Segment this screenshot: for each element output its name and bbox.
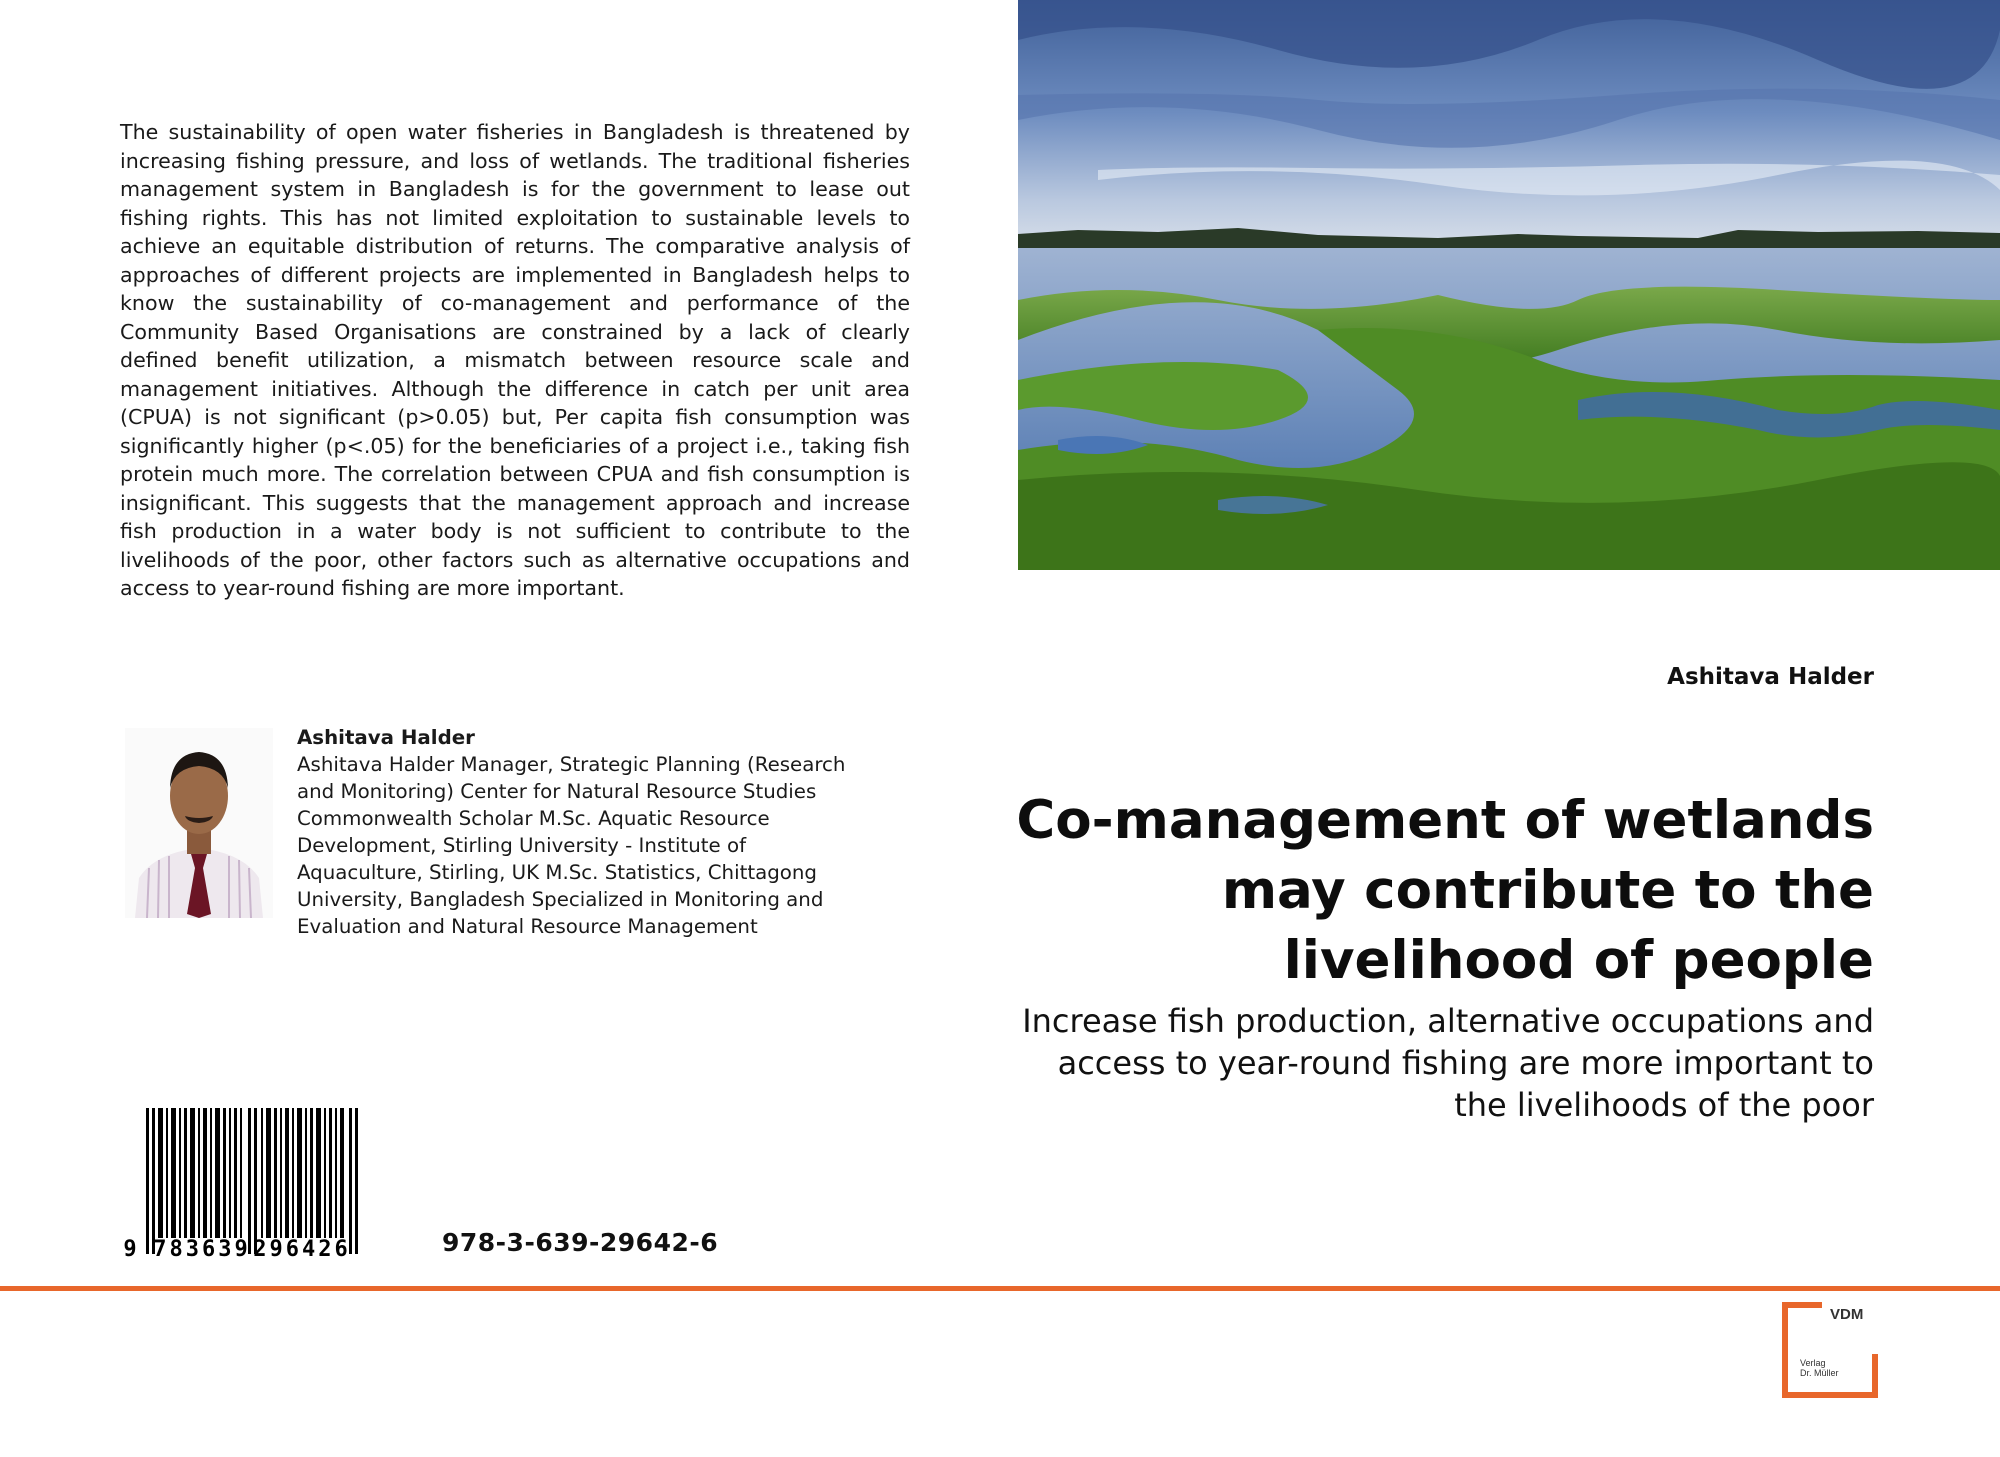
- barcode-digits-left: 783639: [153, 1237, 251, 1258]
- book-title: Co-management of wetlands may contribute to the livelihood of people: [1016, 790, 1874, 991]
- isbn-barcode: [118, 1108, 418, 1258]
- author-bio-text: Ashitava Halder Manager, Strategic Planning (Research and Monitoring) Center for Natural Resource Studies Commonwealth Scholar M.Sc. Aquatic Resource Development, Stirling University - Institute of Aquaculture, Stirling, UK M.Sc. Statistics, Chittagong University, Bangladesh Specialized in Monitoring and Evaluation and Natural Resource Management: [297, 753, 846, 938]
- author-bio: [297, 724, 857, 940]
- barcode-digits-right: 296426: [253, 1237, 351, 1258]
- front-cover-author: Ashitava Halder: [1667, 664, 1874, 690]
- cover-divider-line: [0, 1286, 2000, 1291]
- cover-wetland-photo: [1018, 0, 2000, 570]
- vdm-logo-subtext: Verlag Dr. Müller: [1800, 1358, 1839, 1378]
- barcode-digit-prefix: 9: [123, 1237, 137, 1258]
- back-cover-blurb: The sustainability of open water fisheries in Bangladesh is threatened by increasing fishing pressure, and loss of wetlands. The traditional fisheries management system in Bangladesh is for the government to lease out fishing rights. This has not limited exploitation to sustainable levels to achieve an equitable distribution of returns. The comparative analysis of approaches of different projects are implemented in Bangladesh helps to know the sustainability of co-management and performance of the Community Based Organisations are constrained by a lack of clearly defined benefit utilization, a mismatch between resource scale and management initiatives. Although the difference in catch per unit area (CPUA) is not significant (p>0.05) but, Per capita fish consumption was significantly higher (p<.05) for the beneficiaries of a project i.e., taking fish protein much more. The correlation between CPUA and fish consumption is insignificant. This suggests that the management approach and increase fish production in a water body is not sufficient to contribute to the livelihoods of the poor, other factors such as alternative occupations and access to year-round fishing are more important.: [120, 120, 910, 600]
- book-subtitle: Increase fish production, alternative occupations and access to year-round fishing are more important to the livelihoods of the poor: [1022, 1002, 1874, 1124]
- author-bio-name: Ashitava Halder: [297, 726, 475, 749]
- vdm-publisher-logo: [1782, 1302, 1878, 1398]
- author-photo: [125, 728, 273, 918]
- vdm-logo-text: VDM: [1830, 1306, 1864, 1323]
- isbn-number: 978-3-639-29642-6: [442, 1228, 719, 1257]
